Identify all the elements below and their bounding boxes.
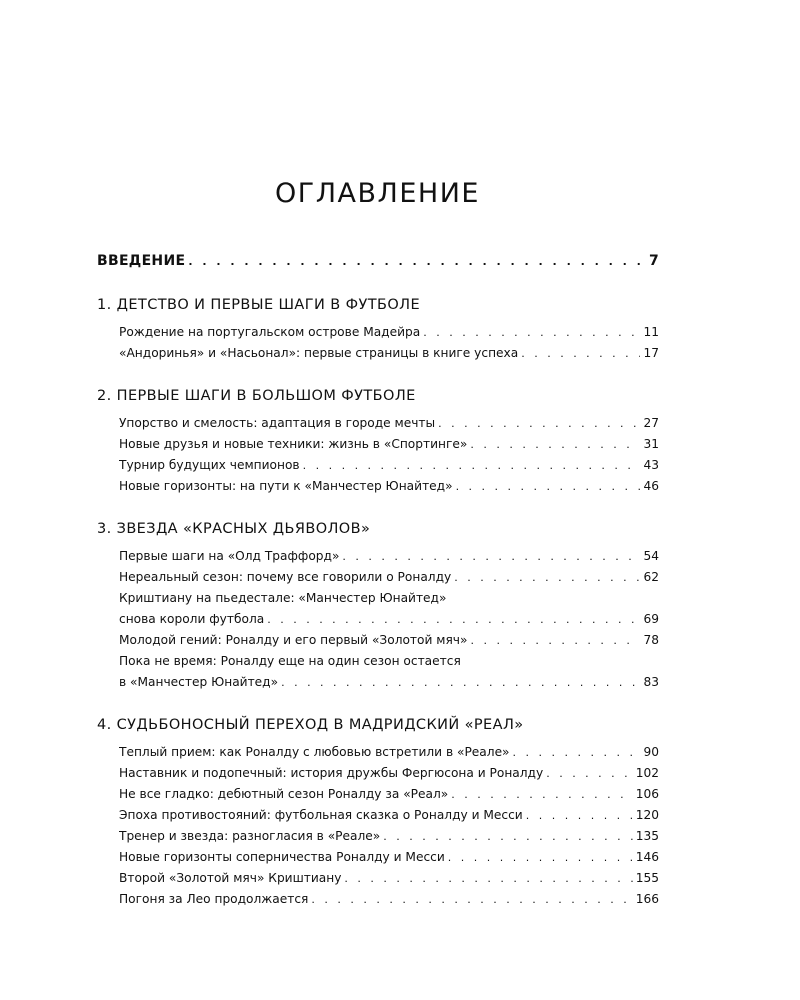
dot-leader bbox=[342, 546, 640, 567]
entry-title: Новые друзья и новые техники: жизнь в «Спортинге» bbox=[119, 437, 468, 451]
toc-entry bbox=[119, 826, 659, 847]
entry-page-number: 43 bbox=[643, 458, 659, 472]
entry-page-number: 166 bbox=[635, 892, 659, 906]
toc-entry bbox=[119, 763, 659, 784]
entry-page-number: 46 bbox=[643, 479, 659, 493]
toc-entry bbox=[119, 784, 659, 805]
chapter-entries bbox=[97, 546, 659, 693]
entry-page-number: 54 bbox=[643, 549, 659, 563]
toc-chapter bbox=[97, 388, 659, 497]
chapter-title: 1. ДЕТСТВО И ПЕРВЫЕ ШАГИ В ФУТБОЛЕ bbox=[97, 297, 420, 313]
entry-title: Тренер и звезда: разногласия в «Реале» bbox=[119, 829, 381, 843]
entry-page-number: 17 bbox=[643, 346, 659, 360]
toc-entry bbox=[119, 546, 659, 567]
toc-entry bbox=[119, 847, 659, 868]
toc-entry bbox=[119, 476, 659, 497]
dot-leader bbox=[456, 476, 641, 497]
toc-entry bbox=[119, 322, 659, 343]
toc-entry bbox=[119, 609, 659, 630]
chapter-title: 4. СУДЬБОНОСНЫЙ ПЕРЕХОД В МАДРИДСКИЙ «РЕАЛ» bbox=[97, 717, 524, 733]
entry-page-number: 120 bbox=[635, 808, 659, 822]
entry-title: Нереальный сезон: почему все говорили о Роналду bbox=[119, 570, 452, 584]
entry-page-number: 69 bbox=[643, 612, 659, 626]
dot-leader bbox=[470, 630, 640, 651]
table-of-contents bbox=[97, 253, 659, 910]
entry-title: Новые горизонты: на пути к «Манчестер Юнайтед» bbox=[119, 479, 453, 493]
dot-leader bbox=[423, 322, 640, 343]
toc-entry bbox=[119, 343, 659, 364]
toc-entry bbox=[119, 455, 659, 476]
entry-title: Молодой гений: Роналду и его первый «Золотой мяч» bbox=[119, 633, 468, 647]
entry-title: Наставник и подопечный: история дружбы Фергюсона и Роналду bbox=[119, 766, 544, 780]
entry-page-number: 90 bbox=[643, 745, 659, 759]
entry-title: Не все гладко: дебютный сезон Роналду за «Реал» bbox=[119, 787, 449, 801]
entry-title-line: Пока не время: Роналду еще на один сезон остается bbox=[119, 654, 461, 668]
toc-entry bbox=[119, 889, 659, 910]
entry-page-number: 62 bbox=[643, 570, 659, 584]
entry-page-number: 135 bbox=[635, 829, 659, 843]
toc-chapter bbox=[97, 521, 659, 693]
entry-title: Теплый прием: как Роналду с любовью встретили в «Реале» bbox=[119, 745, 510, 759]
intro-label: ВВЕДЕНИЕ bbox=[97, 253, 186, 269]
dot-leader bbox=[438, 413, 640, 434]
dot-leader bbox=[451, 784, 633, 805]
entry-page-number: 102 bbox=[635, 766, 659, 780]
entry-page-number: 83 bbox=[643, 675, 659, 689]
entry-title: в «Манчестер Юнайтед» bbox=[119, 675, 279, 689]
intro-page: 7 bbox=[648, 253, 659, 269]
toc-entry bbox=[119, 672, 659, 693]
entry-page-number: 11 bbox=[643, 325, 659, 339]
dot-leader bbox=[188, 255, 646, 268]
entry-title: Эпоха противостояний: футбольная сказка о Роналду и Месси bbox=[119, 808, 523, 822]
dot-leader bbox=[513, 742, 641, 763]
entry-title: Погоня за Лео продолжается bbox=[119, 892, 309, 906]
entry-page-number: 27 bbox=[643, 416, 659, 430]
toc-chapter bbox=[97, 717, 659, 910]
toc-chapter bbox=[97, 297, 659, 364]
dot-leader bbox=[281, 672, 640, 693]
entry-title-line: Криштиану на пьедестале: «Манчестер Юнайтед» bbox=[119, 591, 447, 605]
dot-leader bbox=[526, 805, 633, 826]
dot-leader bbox=[383, 826, 632, 847]
chapter-entries bbox=[97, 322, 659, 364]
entry-title: Упорство и смелость: адаптация в городе мечты bbox=[119, 416, 436, 430]
entry-title: Первые шаги на «Олд Траффорд» bbox=[119, 549, 340, 563]
toc-entry bbox=[119, 630, 659, 651]
entry-page-number: 146 bbox=[635, 850, 659, 864]
entry-page-number: 155 bbox=[635, 871, 659, 885]
entry-title: Новые горизонты соперничества Роналду и Месси bbox=[119, 850, 445, 864]
dot-leader bbox=[521, 343, 640, 364]
entry-title: Второй «Золотой мяч» Криштиану bbox=[119, 871, 342, 885]
page-title: ОГЛАВЛЕНИЕ bbox=[275, 178, 480, 209]
toc-entry bbox=[119, 567, 659, 588]
dot-leader bbox=[454, 567, 640, 588]
dot-leader bbox=[546, 763, 633, 784]
dot-leader bbox=[267, 609, 640, 630]
chapter-entries bbox=[97, 742, 659, 910]
dot-leader bbox=[448, 847, 633, 868]
toc-entry bbox=[119, 434, 659, 455]
chapters-list bbox=[97, 297, 659, 910]
dot-leader bbox=[303, 455, 641, 476]
toc-intro bbox=[97, 253, 659, 273]
entry-page-number: 31 bbox=[643, 437, 659, 451]
chapter-title: 2. ПЕРВЫЕ ШАГИ В БОЛЬШОМ ФУТБОЛЕ bbox=[97, 388, 416, 404]
toc-entry bbox=[119, 868, 659, 889]
dot-leader bbox=[470, 434, 640, 455]
toc-entry bbox=[119, 805, 659, 826]
entry-title: «Андоринья» и «Насьонал»: первые страницы в книге успеха bbox=[119, 346, 519, 360]
chapter-entries bbox=[97, 413, 659, 497]
toc-entry bbox=[119, 742, 659, 763]
entry-title: Рождение на португальском острове Мадейра bbox=[119, 325, 421, 339]
dot-leader bbox=[311, 889, 632, 910]
entry-title: Турнир будущих чемпионов bbox=[119, 458, 300, 472]
entry-page-number: 106 bbox=[635, 787, 659, 801]
toc-entry bbox=[119, 413, 659, 434]
entry-title: снова короли футбола bbox=[119, 612, 265, 626]
dot-leader bbox=[344, 868, 632, 889]
chapter-title: 3. ЗВЕЗДА «КРАСНЫХ ДЬЯВОЛОВ» bbox=[97, 521, 371, 537]
entry-page-number: 78 bbox=[643, 633, 659, 647]
